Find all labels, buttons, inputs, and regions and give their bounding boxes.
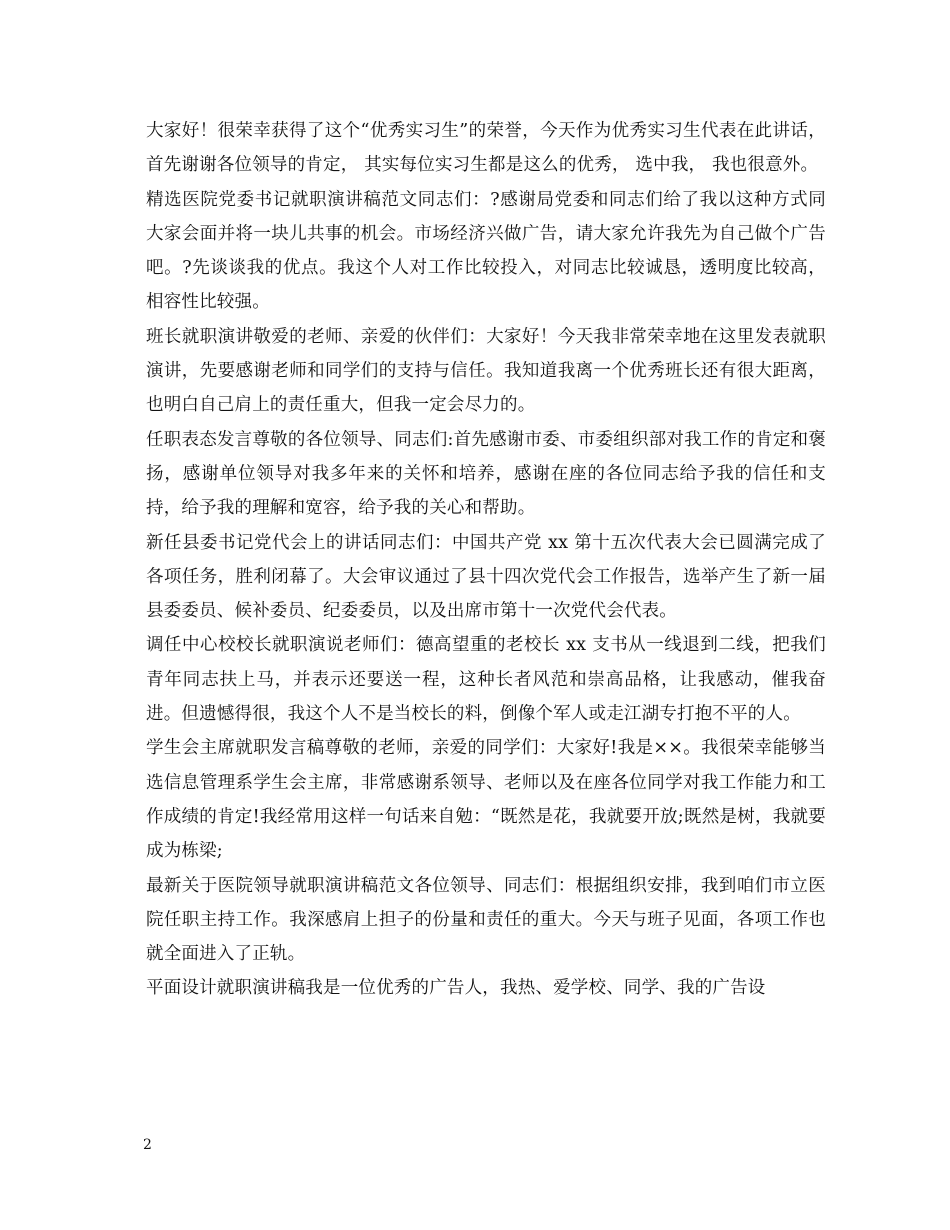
- paragraph-4: 任职表态发言尊敬的各位领导、同志们:首先感谢市委、市委组织部对我工作的肯定和褒扬，感谢单位领导对我多年来的关怀和培养，感谢在座的各位同志给予我的信任和支持，给予我的理解和宽容，给予我的关心和帮助。: [146, 429, 826, 519]
- paragraph-5: 新任县委书记党代会上的讲话同志们：中国共产党 xx 第十五次代表大会已圆满完成了各项任务，胜利闭幕了。大会审议通过了县十四次党代会工作报告，选举产生了新一届县委委员、候补委员、纪委委员，以及出席市第十一次党代会代表。: [146, 532, 826, 622]
- document-body: [146, 114, 826, 1006]
- paragraph-2: 精选医院党委书记就职演讲稿范文同志们：?感谢局党委和同志们给了我以这种方式同大家会面并将一块儿共事的机会。市场经济兴做广告，请大家允许我先为自己做个广告吧。?先谈谈我的优点。我这个人对工作比较投入，对同志比较诚恳，透明度比较高，相容性比较强。: [146, 189, 826, 313]
- paragraph-6: 调任中心校校长就职演说老师们：德高望重的老校长 xx 支书从一线退到二线，把我们青年同志扶上马，并表示还要送一程，这种长者风范和崇高品格，让我感动，催我奋进。但遗憾得很，我这个人不是当校长的料，倒像个军人或走江湖专打抱不平的人。: [146, 635, 826, 725]
- paragraph-1: 大家好！很荣幸获得了这个“优秀实习生”的荣誉，今天作为优秀实习生代表在此讲话，首先谢谢各位领导的肯定， 其实每位实习生都是这么的优秀， 选中我， 我也很意外。: [146, 121, 826, 176]
- paragraph-7: 学生会主席就职发言稿尊敬的老师，亲爱的同学们：大家好!我是××。我很荣幸能够当选信息管理系学生会主席，非常感谢系领导、老师以及在座各位同学对我工作能力和工作成绩的肯定!我经常用这样一句话来自勉：“既然是花，我就要开放;既然是树，我就要成为栋梁;: [146, 738, 826, 862]
- paragraph-3: 班长就职演讲敬爱的老师、亲爱的伙伴们：大家好！今天我非常荣幸地在这里发表就职演讲，先要感谢老师和同学们的支持与信任。我知道我离一个优秀班长还有很大距离，也明白自己肩上的责任重大，但我一定会尽力的。: [146, 326, 826, 416]
- paragraph-8: 最新关于医院领导就职演讲稿范文各位领导、同志们：根据组织安排，我到咱们市立医院任职主持工作。我深感肩上担子的份量和责任的重大。今天与班子见面，各项工作也就全面进入了正轨。: [146, 875, 826, 965]
- paragraph-9: 平面设计就职演讲稿我是一位优秀的广告人，我热、爱学校、同学、我的广告设: [146, 978, 766, 999]
- page-number: 2: [143, 1137, 152, 1153]
